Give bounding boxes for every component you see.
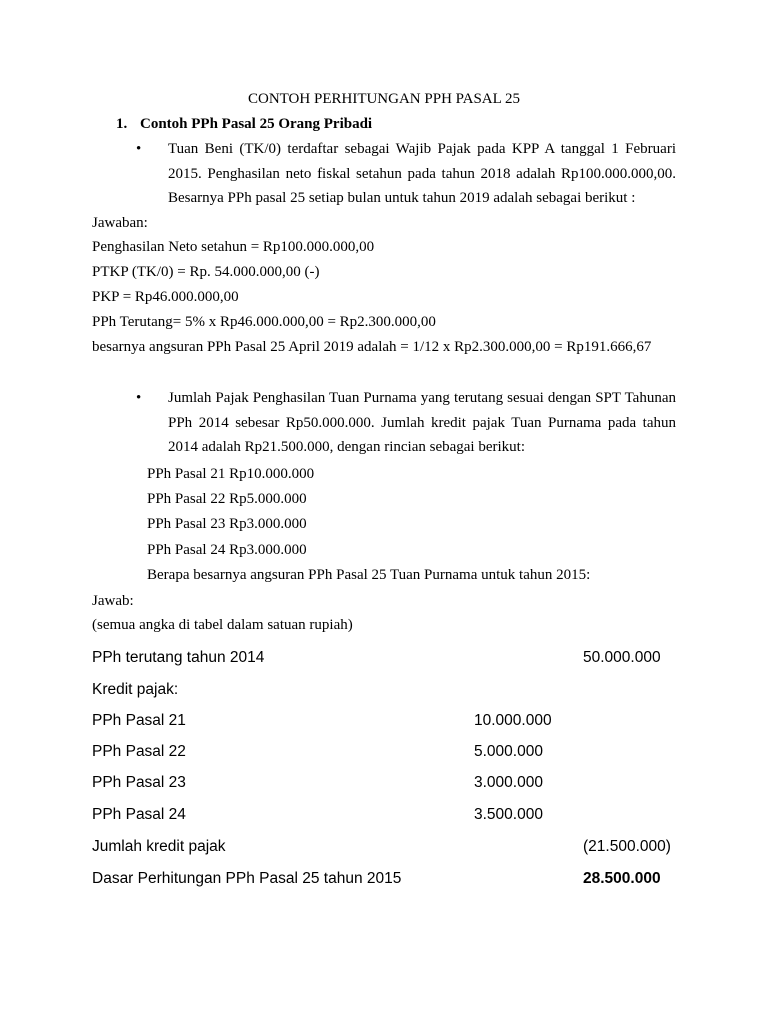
document-title: CONTOH PERHITUNGAN PPH PASAL 25 — [248, 91, 520, 107]
row-label: PPh Pasal 22 — [92, 743, 186, 760]
table-note: (semua angka di tabel dalam satuan rupiah) — [92, 617, 353, 633]
calc-line: PKP = Rp46.000.000,00 — [92, 289, 239, 305]
section-heading-text: Contoh PPh Pasal 25 Orang Pribadi — [140, 116, 373, 132]
detail-line: PPh Pasal 24 Rp3.000.000 — [147, 542, 307, 558]
row-label: Kredit pajak: — [92, 681, 179, 698]
calc-line: PTKP (TK/0) = Rp. 54.000.000,00 (-) — [92, 264, 320, 280]
detail-line: PPh Pasal 21 Rp10.000.000 — [147, 466, 315, 482]
example1-text: Tuan Beni (TK/0) terdaftar sebagai Wajib Pajak pada KPP A tanggal 1 Februari 2015. Penghasilan neto fiskal setahun pada tahun 2018 adalah Rp100.000.000,00. Besarnya PPh pasal 25 setiap bulan untuk tahun 2019 adalah sebagai berikut : — [168, 141, 676, 206]
table-row — [92, 743, 692, 767]
table-row — [92, 649, 692, 673]
table-row — [92, 681, 692, 705]
example2-text: Jumlah Pajak Penghasilan Tuan Purnama yang terutang sesuai dengan SPT Tahunan PPh 2014 sebesar Rp50.000.000. Jumlah kredit pajak Tuan Purnama pada tahun 2014 adalah Rp21.500.000, dengan rincian sebagai berikut: — [168, 390, 676, 455]
calc-line: Penghasilan Neto setahun = Rp100.000.000,00 — [92, 239, 375, 255]
example1-paragraph — [136, 137, 676, 211]
row-mid-value: 5.000.000 — [474, 743, 543, 760]
row-label: Jumlah kredit pajak — [92, 838, 226, 855]
bullet-icon: • — [136, 390, 142, 406]
row-label: PPh Pasal 21 — [92, 712, 186, 729]
row-label: PPh terutang tahun 2014 — [92, 649, 265, 666]
section-heading — [116, 112, 372, 137]
row-mid-value: 10.000.000 — [474, 712, 552, 729]
table-row — [92, 774, 692, 798]
row-label: Dasar Perhitungan PPh Pasal 25 tahun 2015 — [92, 870, 402, 887]
table-row — [92, 806, 692, 830]
table-row — [92, 838, 692, 862]
row-right-value: (21.500.000) — [583, 838, 671, 855]
table-row-total — [92, 870, 692, 894]
example2-paragraph — [136, 386, 676, 460]
example1-answer-label: Jawaban: — [92, 215, 148, 231]
detail-line: PPh Pasal 22 Rp5.000.000 — [147, 491, 307, 507]
row-label: PPh Pasal 23 — [92, 774, 186, 791]
question-line: Berapa besarnya angsuran PPh Pasal 25 Tuan Purnama untuk tahun 2015: — [147, 567, 591, 583]
calc-line: PPh Terutang= 5% x Rp46.000.000,00 = Rp2.300.000,00 — [92, 314, 436, 330]
detail-line: PPh Pasal 23 Rp3.000.000 — [147, 516, 307, 532]
calc-line: besarnya angsuran PPh Pasal 25 April 2019 adalah = 1/12 x Rp2.300.000,00 = Rp191.666,67 — [92, 339, 652, 355]
row-right-value: 28.500.000 — [583, 870, 661, 887]
table-row — [92, 712, 692, 736]
row-mid-value: 3.000.000 — [474, 774, 543, 791]
row-right-value: 50.000.000 — [583, 649, 661, 666]
row-label: PPh Pasal 24 — [92, 806, 186, 823]
example2-answer-label: Jawab: — [92, 593, 134, 609]
row-mid-value: 3.500.000 — [474, 806, 543, 823]
bullet-icon: • — [136, 141, 142, 157]
section-number: 1. — [116, 116, 128, 132]
